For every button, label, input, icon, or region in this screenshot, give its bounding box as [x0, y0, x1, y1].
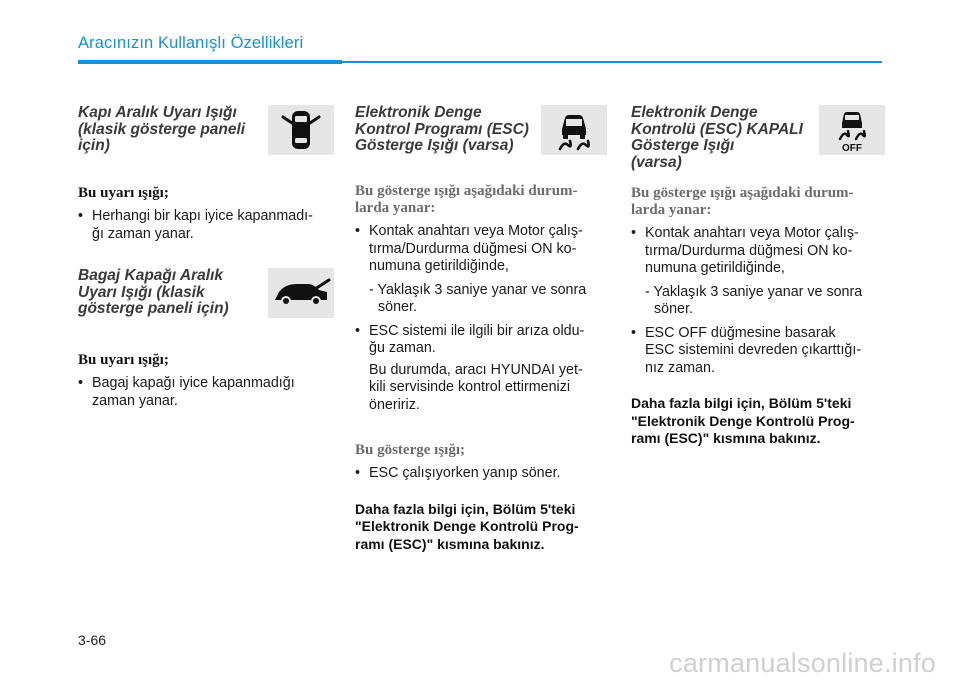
trunk-ajar-subhead: Bu uyarı ışığı; [78, 352, 169, 368]
page-number: 3-66 [78, 632, 107, 648]
esc-bullet-fault: • ESC sistemi ile ilgili bir arıza oldu- ğu zaman. [355, 323, 607, 358]
watermark: carmanualsonline.info [669, 648, 936, 678]
esc-bullet-ignition: • Kontak anahtarı veya Motor çalış- tırma/Durdurma düğmesi ON ko- numuna getirildiğinde, [355, 223, 607, 276]
header-rule-thin [342, 61, 882, 63]
column-3 [631, 105, 885, 448]
esc-off-bullet-ignition: • Kontak anahtarı veya Motor çalış- tırma/Durdurma düğmesi ON ko- numuna getirildiğinde, [631, 225, 885, 278]
door-ajar-icon [268, 105, 334, 155]
esc-off-dash-item: - Yaklaşık 3 saniye yanar ve sonra söner. [645, 283, 863, 317]
esc-icon [541, 105, 607, 155]
page-header-title: Aracınızın Kullanışlı Özellikleri [78, 34, 304, 52]
esc-off-icon [819, 105, 885, 155]
door-ajar-subhead: Bu uyarı ışığı; [78, 185, 169, 201]
esc-off-title: Elektronik Denge Kontrolü (ESC) KAPALI Gösterge Işığı (varsa) [631, 104, 803, 171]
esc-section-header [355, 105, 607, 159]
trunk-ajar-bullet: • Bagaj kapağı iyice kapanmadığı zaman yanar. [78, 375, 334, 410]
esc-off-section-header [631, 105, 885, 175]
trunk-ajar-icon [268, 268, 334, 318]
door-ajar-title: Kapı Aralık Uyarı Işığı (klasik gösterge paneli için) [78, 104, 246, 154]
column-1 [78, 105, 334, 410]
esc-off-reference-note: Daha fazla bilgi için, Bölüm 5'teki "Elektronik Denge Kontrolü Prog- ramı (ESC)" kısmına bakınız. [631, 395, 855, 446]
esc-dash-item: - Yaklaşık 3 saniye yanar ve sonra söner. [369, 281, 587, 315]
esc-off-icon-label: OFF [842, 143, 862, 153]
esc-subhead-blink: Bu gösterge ışığı; [355, 442, 465, 458]
esc-off-subhead: Bu gösterge ışığı aşağıdaki durum- larda yanar: [631, 185, 854, 218]
door-ajar-bullet: • Herhangi bir kapı iyice kapanmadı- ğı zaman yanar. [78, 208, 334, 243]
esc-title: Elektronik Denge Kontrol Programı (ESC) Gösterge Işığı (varsa) [355, 104, 529, 154]
door-ajar-section-header [78, 105, 334, 159]
esc-reference-note: Daha fazla bilgi için, Bölüm 5'teki "Elektronik Denge Kontrolü Prog- ramı (ESC)" kısmına bakınız. [355, 500, 579, 552]
esc-service-paragraph: Bu durumda, aracı HYUNDAI yet- kili servisinde kontrol ettirmenizi öneririz. [369, 361, 583, 413]
esc-off-bullet-button: • ESC OFF düğmesine basarak ESC sistemini devreden çıkarttığı- nız zaman. [631, 325, 885, 378]
trunk-ajar-section-header [78, 268, 334, 322]
header-rule-thick [78, 60, 342, 64]
trunk-ajar-title: Bagaj Kapağı Aralık Uyarı Işığı (klasik gösterge paneli için) [78, 267, 229, 317]
column-2 [355, 105, 607, 553]
esc-bullet-blink: • ESC çalışıyorken yanıp söner. [355, 465, 607, 483]
esc-subhead-on: Bu gösterge ışığı aşağıdaki durum- larda yanar: [355, 183, 578, 216]
